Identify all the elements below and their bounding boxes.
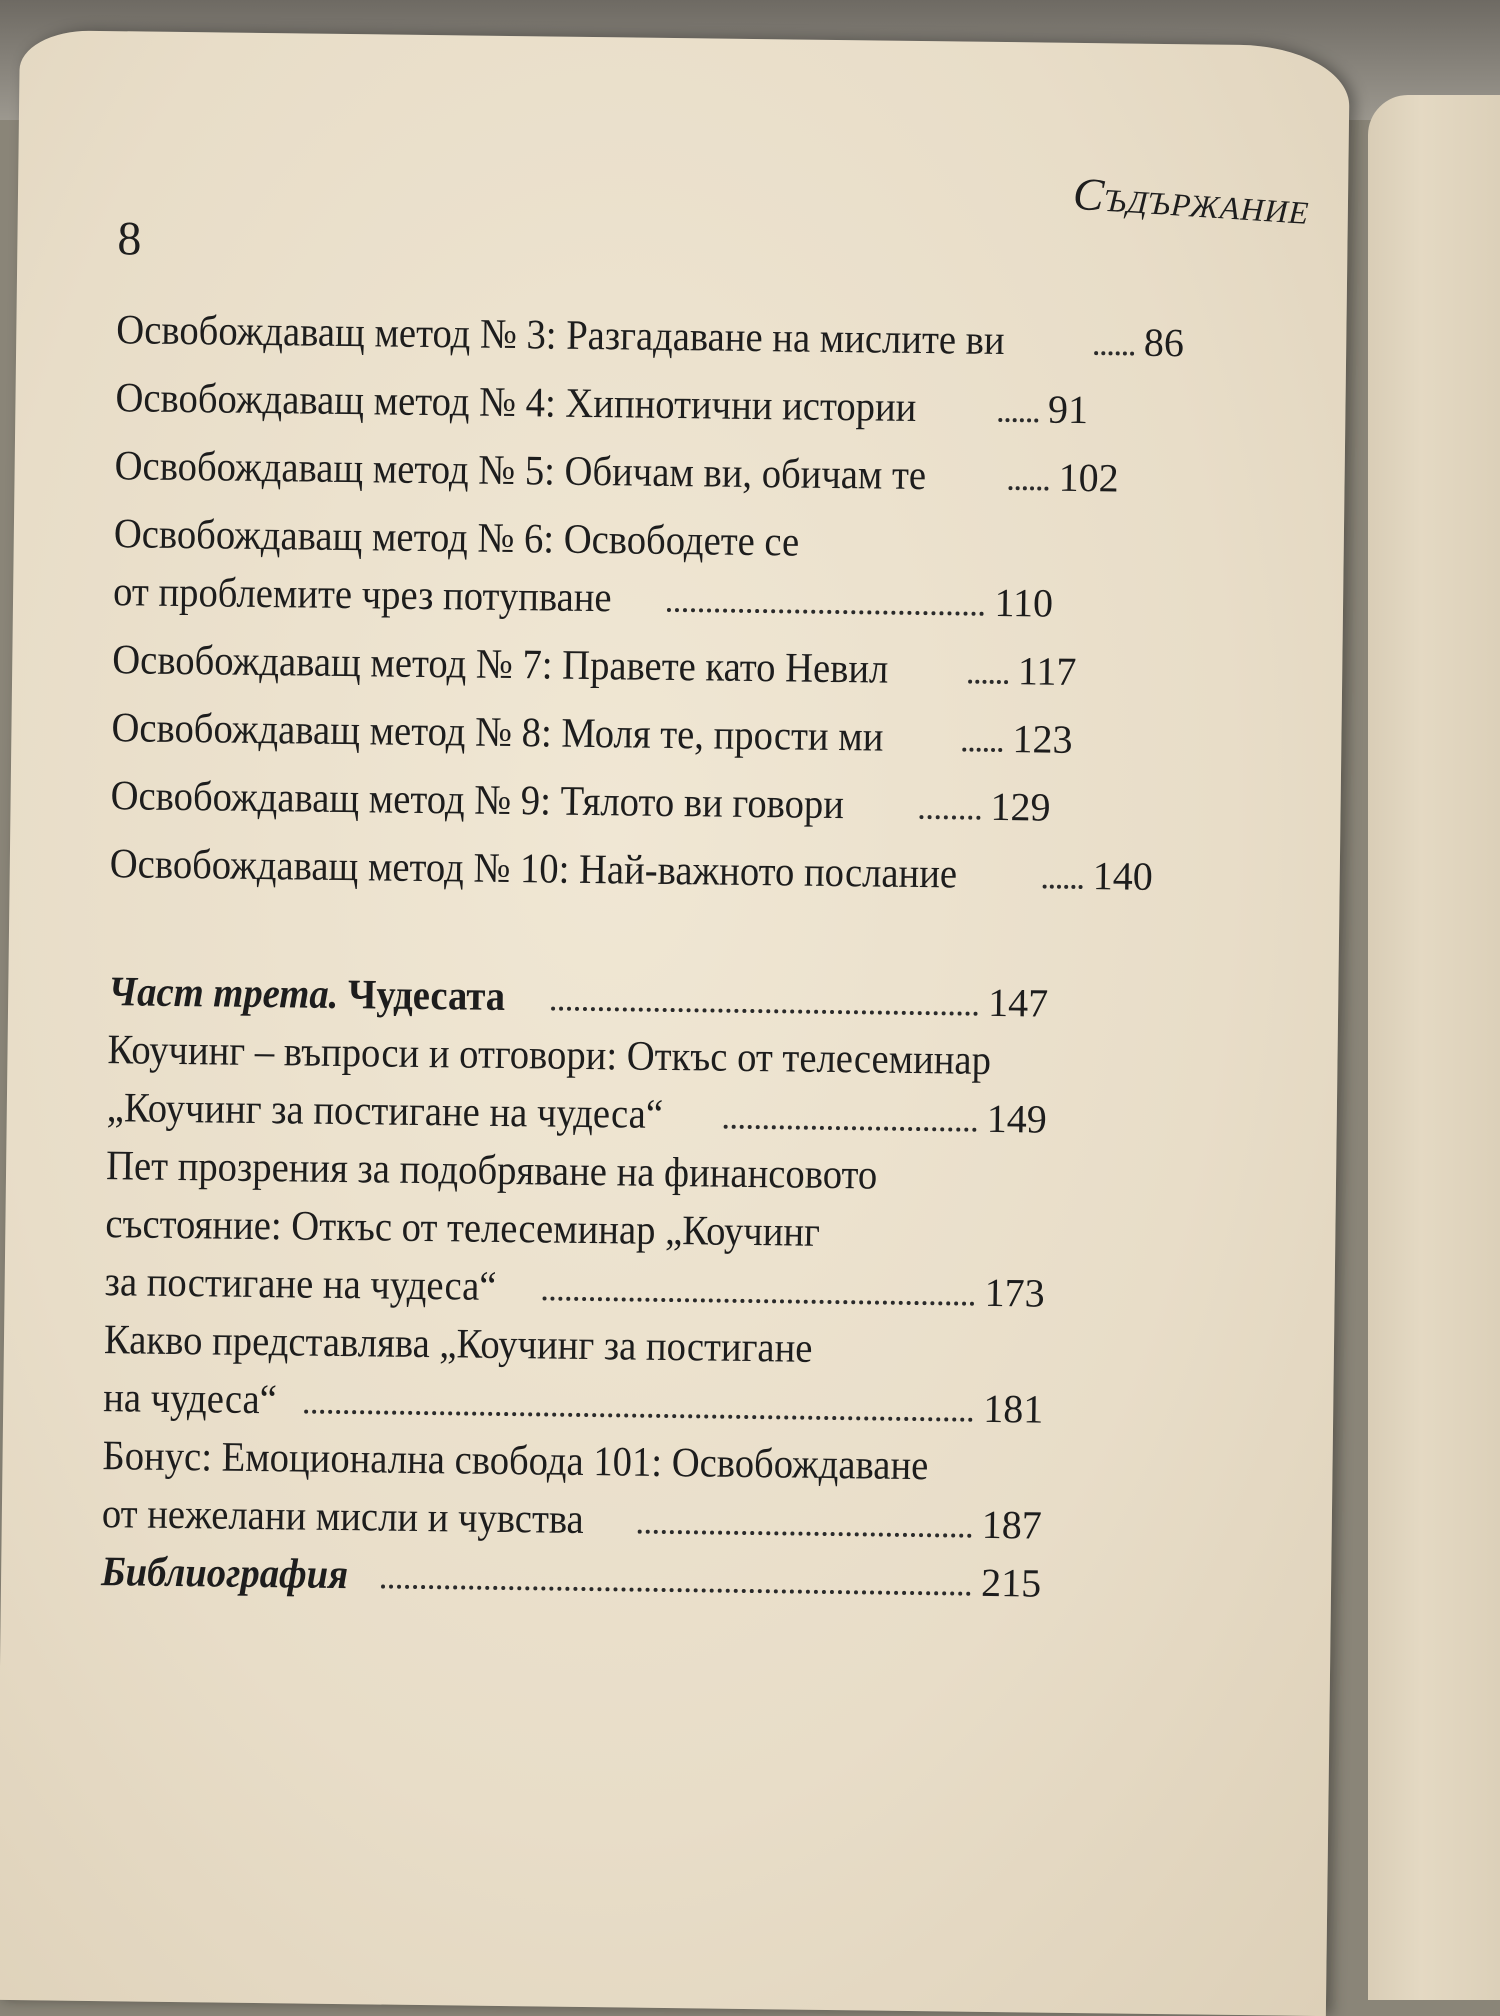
page-number: 8 — [117, 212, 142, 266]
toc-entry-title: от проблемите чрез потупване — [112, 569, 612, 622]
toc-entry-title: Освобождаващ метод № 9: Тялото ви говори — [110, 773, 845, 829]
toc-entry-title: Освобождаващ метод № 8: Моля те, прости ми — [111, 705, 884, 761]
toc-entry — [106, 1021, 1047, 1148]
running-head: Съдържание — [1071, 167, 1312, 234]
toc-page-number: 149 — [986, 1095, 1048, 1142]
toc-entry-title-line: Какво представлява „Коучинг за постигане — [103, 1317, 813, 1372]
toc-page-number: 187 — [981, 1501, 1043, 1548]
toc-entry — [116, 301, 1185, 370]
book-page — [0, 30, 1350, 2016]
dot-leader — [998, 418, 1038, 422]
toc-entry — [111, 699, 1073, 768]
toc-page-number: 215 — [980, 1559, 1042, 1606]
toc-entry — [109, 835, 1154, 904]
toc-page-number: 140 — [1092, 853, 1154, 899]
part-title: Чудесата — [347, 972, 506, 1020]
toc-entry — [110, 767, 1051, 836]
toc-page-number: 86 — [1143, 319, 1185, 366]
toc-entry-title: Освобождаващ метод № 4: Хипнотични истории — [115, 375, 917, 431]
dot-leader — [920, 815, 981, 820]
toc-page-number: 147 — [987, 979, 1049, 1026]
toc-entry-title: от нежелани мисли и чувства — [101, 1491, 585, 1543]
toc-entry-title-line: Пет прозрения за подобряване на финансовото — [105, 1143, 878, 1199]
bibliography-label: Библиография — [100, 1549, 349, 1599]
dot-leader — [1043, 885, 1083, 889]
toc-page-number: 110 — [994, 579, 1054, 626]
dot-leader — [381, 1585, 971, 1596]
dot-leader — [723, 1125, 976, 1132]
dot-leader — [667, 608, 985, 616]
toc-page-number: 102 — [1058, 454, 1119, 501]
toc-entry — [114, 437, 1119, 506]
toc-bibliography — [101, 1543, 1042, 1612]
dot-leader — [304, 1410, 973, 1422]
table-of-contents — [100, 301, 1185, 1612]
part-label: Част трета. — [107, 969, 339, 1018]
dot-leader — [552, 1007, 979, 1016]
toc-page-number: 117 — [1017, 648, 1077, 694]
toc-page-number: 91 — [1047, 386, 1089, 433]
toc-entry-title-line: Освобождаващ метод № 6: Освободете се — [113, 511, 800, 566]
toc-entry — [113, 505, 1054, 632]
dot-leader — [962, 748, 1002, 752]
toc-entry-title: Освобождаващ метод № 7: Правете като Невил — [112, 637, 889, 693]
dot-leader — [1009, 486, 1049, 490]
toc-entry-title: за постигане на чудеса“ — [104, 1259, 497, 1310]
dot-leader — [1094, 351, 1134, 355]
toc-entry-title: на чудеса“ — [103, 1375, 278, 1424]
toc-entry-title: Освобождаващ метод № 3: Разгадаване на мислите ви — [116, 307, 1005, 365]
toc-entry — [102, 1427, 1043, 1554]
dot-leader — [542, 1296, 974, 1305]
toc-entry-title: Освобождаващ метод № 5: Обичам ви, обичам те — [114, 443, 927, 500]
toc-page-number: 123 — [1012, 716, 1073, 762]
toc-entry — [115, 369, 1089, 438]
toc-page-number: 173 — [984, 1269, 1045, 1316]
toc-entry-title-line: Коучинг – въпроси и отговори: Откъс от телесеминар — [107, 1027, 992, 1084]
toc-page-number: 181 — [982, 1385, 1044, 1432]
dot-leader — [637, 1530, 971, 1538]
toc-entry-title: Освобождаващ метод № 10: Най-важното послание — [109, 841, 958, 898]
toc-page-number: 129 — [990, 783, 1051, 830]
toc-entry-title-line: състояние: Откъс от телесеминар „Коучинг — [105, 1201, 821, 1256]
toc-entry — [112, 631, 1077, 700]
toc-entry — [103, 1311, 1044, 1438]
toc-entry-title: „Коучинг за постигане на чудеса“ — [106, 1085, 664, 1138]
next-page-edge — [1368, 95, 1500, 2000]
toc-entry-title-line: Бонус: Емоционална свобода 101: Освобождаване — [102, 1433, 929, 1490]
toc-entry — [104, 1137, 1046, 1322]
dot-leader — [968, 680, 1008, 684]
